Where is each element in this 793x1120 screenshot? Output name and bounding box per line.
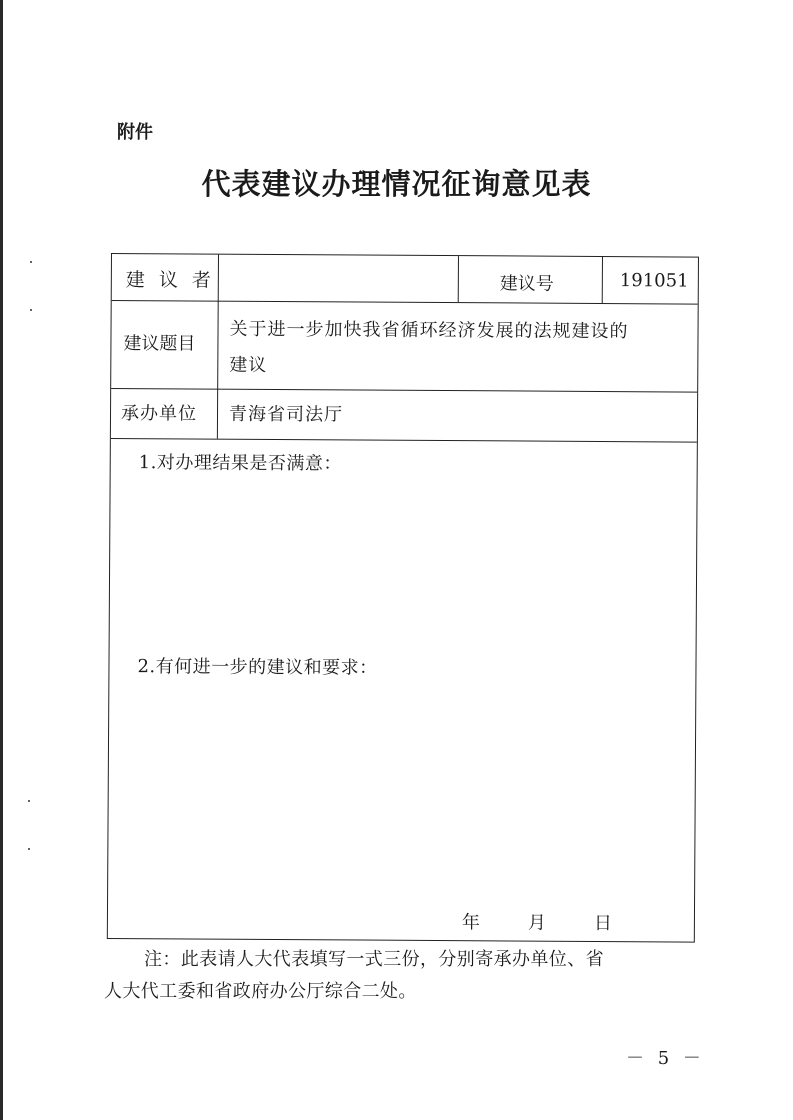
document-title: 代表建议办理情况征询意见表 (201, 167, 592, 201)
topic-line-2: 建议 (229, 354, 268, 376)
question-1: 1.对办理结果是否满意： (138, 452, 342, 475)
attachment-label: 附件 (117, 122, 153, 143)
scan-speck (28, 800, 30, 802)
unit-value: 青海省司法厅 (228, 403, 344, 426)
proposer-label: 建 议 者 (125, 269, 215, 292)
date-month: 月 (527, 912, 547, 934)
opinion-form (107, 253, 699, 943)
scan-speck (30, 309, 32, 311)
row-divider (111, 438, 697, 443)
column-divider (458, 256, 459, 302)
date-day: 日 (593, 912, 613, 935)
number-value: 191051 (619, 270, 689, 292)
topic-line-1: 关于进一步加快我省循环经济发展的法规建设的 (229, 318, 629, 343)
proposer-field[interactable] (224, 266, 452, 291)
column-divider (602, 257, 603, 303)
row-divider (112, 300, 698, 305)
row-divider (111, 388, 697, 393)
unit-label: 承办单位 (120, 403, 198, 425)
scan-speck (30, 261, 32, 263)
number-label: 建议号 (499, 273, 554, 295)
footnote (104, 944, 694, 1008)
date-year: 年 (461, 912, 481, 934)
scan-speck (28, 848, 30, 850)
topic-label: 建议题目 (123, 333, 196, 355)
column-divider (217, 255, 219, 439)
page-number: － 5 － (626, 1048, 705, 1069)
footnote-line-2: 人大代工委和省政府办公厅综合二处。 (104, 981, 417, 1002)
footnote-line-1: 注：此表请人大代表填写一式三份，分别寄承办单位、省 (144, 949, 604, 970)
question-2: 2.有何进一步的建议和要求： (137, 656, 378, 679)
